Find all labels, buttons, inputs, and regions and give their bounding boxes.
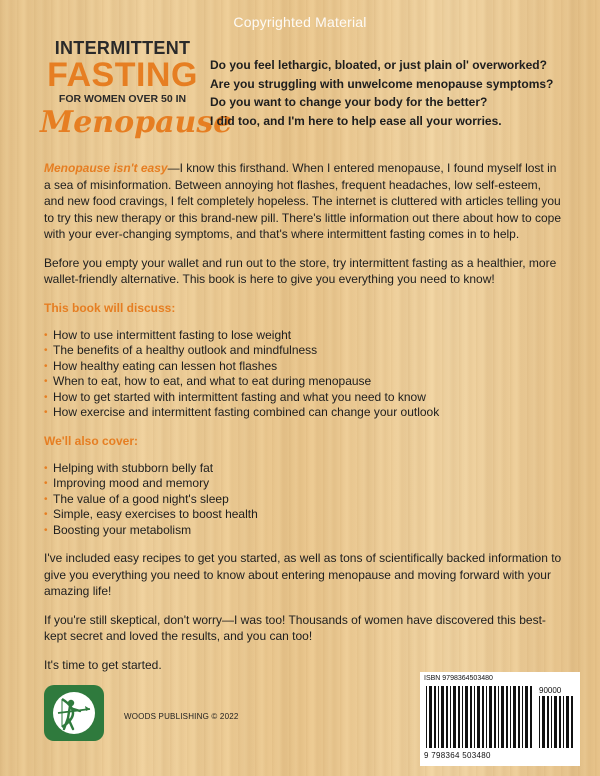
title-line-intermittent: INTERMITTENT bbox=[54, 38, 191, 58]
paragraph-2: Before you empty your wallet and run out to the store, try intermittent fasting as a healthier, more wallet-friendly alternative. This book is here to give you everything you need to know! bbox=[44, 255, 557, 286]
paragraph-4: If you're still skeptical, don't worry—I was too! Thousands of women have discovered this best-kept secret and loved the results, and you can too! bbox=[44, 612, 546, 643]
isbn-barcode bbox=[420, 672, 580, 766]
list-item: • The benefits of a healthy outlook and mindfulness bbox=[44, 343, 562, 359]
list-item: • When to eat, how to eat, and what to eat during menopause bbox=[44, 374, 562, 390]
list-item: • How healthy eating can lessen hot flashes bbox=[44, 359, 562, 375]
question-line: Do you want to change your body for the better? bbox=[210, 95, 488, 109]
barcode-bars bbox=[426, 686, 534, 748]
list-item: • Boosting your metabolism bbox=[44, 523, 562, 539]
list-item: • Helping with stubborn belly fat bbox=[44, 461, 562, 477]
discuss-heading: This book will discuss: bbox=[44, 300, 176, 315]
question-line: I did too, and I'm here to help ease all your worries. bbox=[210, 113, 502, 128]
question-line: Do you feel lethargic, bloated, or just plain ol' overworked? bbox=[210, 58, 547, 72]
intro-lead: Menopause isn't easy bbox=[44, 161, 168, 175]
paragraph-3: I've included easy recipes to get you started, as well as tons of scientifically backed information to give you everything you need to know about entering menopause and moving forward with your amazing life! bbox=[44, 551, 562, 598]
list-item: • How to use intermittent fasting to lose weight bbox=[44, 328, 562, 344]
archer-logo-icon bbox=[44, 685, 104, 741]
blurb-body bbox=[44, 160, 562, 685]
list-item: • Simple, easy exercises to boost health bbox=[44, 507, 562, 523]
list-item: • How exercise and intermittent fasting combined can change your outlook bbox=[44, 405, 562, 421]
isbn-label: ISBN 9798364503480 bbox=[424, 675, 493, 682]
paragraph-5: It's time to get started. bbox=[44, 657, 162, 672]
list-item: • The value of a good night's sleep bbox=[44, 492, 562, 508]
copyright-watermark: Copyrighted Material bbox=[233, 14, 367, 30]
discuss-list bbox=[44, 328, 562, 421]
intro-paragraph bbox=[44, 160, 562, 243]
list-item: • Improving mood and memory bbox=[44, 476, 562, 492]
publisher-credit: WOODS PUBLISHING © 2022 bbox=[124, 712, 239, 721]
cover-list bbox=[44, 461, 562, 539]
cover-heading: We'll also cover: bbox=[44, 433, 139, 448]
question-line: Are you struggling with unwelcome menopause symptoms? bbox=[210, 76, 554, 91]
list-item: • How to get started with intermittent fasting and what you need to know bbox=[44, 390, 562, 406]
price-code: 90000 bbox=[539, 686, 562, 695]
book-title bbox=[40, 38, 233, 140]
intro-text: —I know this firsthand. When I entered menopause, I found myself lost in a sea of misinformation. Between annoying hot flashes, frequent headaches, low self-esteem, and new food cravings, I felt completely hopeless. The internet is cluttered with articles telling you to try this new therapy or this brand-new pill. There's little information out there about how to cope with your ever-changing symptoms, and that's where intermittent fasting comes in to help. bbox=[44, 161, 562, 241]
title-line-menopause: Menopause bbox=[40, 105, 233, 140]
hook-questions bbox=[210, 56, 590, 130]
title-line-fasting: FASTING bbox=[47, 56, 198, 94]
title-line-subtitle: FOR WOMEN OVER 50 IN bbox=[58, 93, 187, 105]
isbn-number: 9 798364 503480 bbox=[424, 751, 491, 760]
price-barcode-bars bbox=[539, 696, 575, 748]
